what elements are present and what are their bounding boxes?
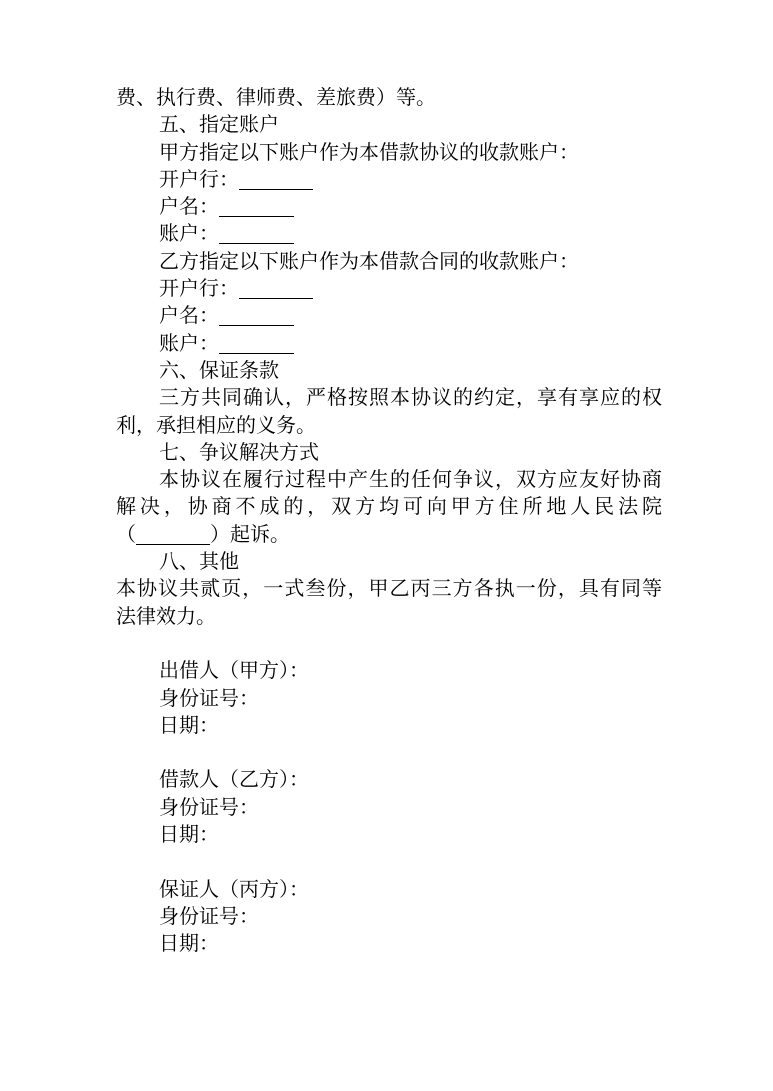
party-a-account-label: 账户： <box>159 221 219 246</box>
lender-signature-label: 出借人（甲方）： <box>159 658 309 683</box>
section7-text-line1: 本协议在履行过程中产生的任何争议，双方应友好协商 <box>159 467 662 492</box>
court-name-blank <box>136 524 210 545</box>
spacer <box>116 848 662 875</box>
court-close-text: ）起诉。 <box>210 521 290 546</box>
party-a-account-blank <box>219 223 294 244</box>
guarantor-date-label: 日期： <box>159 931 219 956</box>
party-b-name-blank <box>219 305 294 326</box>
party-a-bank-row <box>116 166 662 193</box>
section8-text-line2: 法律效力。 <box>116 603 216 628</box>
party-a-bank-blank <box>239 169 313 190</box>
party-a-name-blank <box>219 196 294 217</box>
party-a-account-intro: 甲方指定以下账户作为本借款协议的收款账户： <box>159 139 579 164</box>
borrower-date-label: 日期： <box>159 822 219 847</box>
guarantor-signature-label: 保证人（丙方）： <box>159 876 309 901</box>
party-b-account-row <box>116 330 662 357</box>
borrower-signature-label: 借款人（乙方）： <box>159 767 309 792</box>
party-b-account-blank <box>219 333 294 354</box>
lender-date-label: 日期： <box>159 712 219 737</box>
party-b-name-label: 户名： <box>159 303 219 328</box>
intro-fees-line: 费、执行费、律师费、差旅费）等。 <box>116 85 436 109</box>
section7-text-line2: 解决，协商不成的，双方均可向甲方住所地人民法院 <box>116 494 662 519</box>
party-a-name-label: 户名： <box>159 194 219 219</box>
section6-text-line2: 利，承担相应的义务。 <box>116 412 316 437</box>
guarantor-id-label: 身份证号： <box>159 903 259 928</box>
party-a-name-row <box>116 193 662 220</box>
lender-id-label: 身份证号： <box>159 685 259 710</box>
section7-heading: 七、争议解决方式 <box>159 439 319 464</box>
spacer <box>116 630 662 657</box>
party-b-bank-row <box>116 275 662 302</box>
section6-text-line1: 三方共同确认，严格按照本协议的约定，享有享应的权 <box>159 385 662 410</box>
section8-text-line1: 本协议共贰页，一式叁份，甲乙丙三方各执一份，具有同等 <box>116 576 662 601</box>
party-a-bank-label: 开户行： <box>159 166 239 191</box>
party-a-account-row <box>116 220 662 247</box>
court-open-paren: （ <box>116 521 136 546</box>
party-b-account-label: 账户： <box>159 330 219 355</box>
spacer <box>116 739 662 766</box>
party-b-name-row <box>116 302 662 329</box>
party-b-bank-label: 开户行： <box>159 276 239 301</box>
section8-heading: 八、其他 <box>159 549 239 574</box>
party-b-account-intro: 乙方指定以下账户作为本借款合同的收款账户： <box>159 248 579 273</box>
section7-court-row <box>116 521 662 548</box>
borrower-id-label: 身份证号： <box>159 794 259 819</box>
section5-heading: 五、指定账户 <box>159 112 279 137</box>
party-b-bank-blank <box>239 278 313 299</box>
section6-heading: 六、保证条款 <box>159 357 279 382</box>
